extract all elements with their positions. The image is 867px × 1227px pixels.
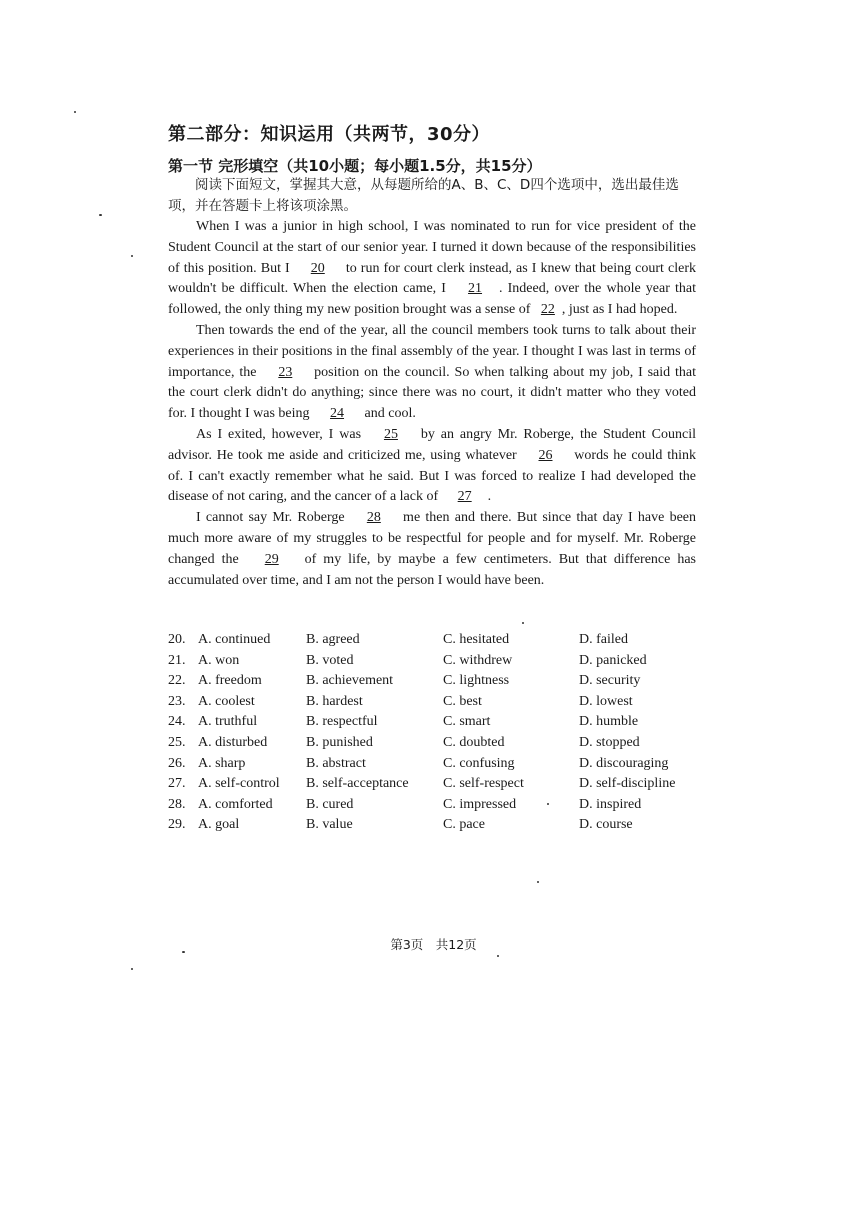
scan-speck bbox=[131, 968, 133, 970]
question-number: 26. bbox=[168, 755, 186, 771]
question-row bbox=[168, 630, 708, 651]
option-c: C. confusing bbox=[443, 755, 515, 771]
option-d: D. lowest bbox=[579, 693, 633, 709]
option-a: A. freedom bbox=[198, 673, 262, 689]
option-a: A. disturbed bbox=[198, 734, 268, 750]
question-row bbox=[168, 774, 708, 795]
blank-25: 25 bbox=[383, 426, 398, 442]
option-d: D. failed bbox=[579, 632, 628, 647]
blank-27: 27 bbox=[457, 489, 472, 505]
paragraph: As I exited, however, I was 25 by an angry Mr. Roberge, the Student Council advisor. He took me aside and criticized me, using whatever 26 words he could think of. I can't exactly remember what he said. But I was forced to realize I had developed the disease of not caring, and the cancer of a lack of 27 . bbox=[168, 425, 696, 508]
option-b: B. respectful bbox=[306, 714, 378, 730]
option-a: A. comforted bbox=[198, 796, 273, 812]
option-a: A. won bbox=[198, 652, 240, 668]
blank-23: 23 bbox=[278, 364, 293, 380]
options-list bbox=[168, 630, 708, 836]
blank-21: 21 bbox=[468, 281, 483, 297]
option-a: A. goal bbox=[198, 817, 240, 833]
question-number: 23. bbox=[168, 693, 186, 709]
option-b: B. punished bbox=[306, 734, 373, 750]
option-b: B. hardest bbox=[306, 693, 363, 709]
question-number: 20. bbox=[168, 632, 186, 647]
option-a: A. coolest bbox=[198, 693, 255, 709]
option-d: D. stopped bbox=[579, 734, 640, 750]
option-b: B. self-acceptance bbox=[306, 776, 409, 792]
option-c: C. smart bbox=[443, 714, 491, 730]
question-number: 25. bbox=[168, 734, 186, 750]
blank-22: 22 bbox=[540, 302, 555, 318]
option-a: A. truthful bbox=[198, 714, 258, 730]
scan-speck bbox=[537, 881, 539, 883]
option-b: B. agreed bbox=[306, 632, 360, 647]
option-b: B. value bbox=[306, 817, 353, 833]
instructions: 阅读下面短文，掌握其大意，从每题所给的A、B、C、D四个选项中，选出最佳选项，并在答题卡上将该项涂黑。 bbox=[168, 177, 679, 214]
question-row bbox=[168, 671, 708, 692]
option-b: B. achievement bbox=[306, 673, 394, 689]
option-c: C. impressed bbox=[443, 796, 517, 812]
scan-speck bbox=[74, 111, 76, 113]
blank-28: 28 bbox=[366, 510, 381, 526]
option-c: C. best bbox=[443, 693, 482, 709]
option-c: C. lightness bbox=[443, 673, 510, 689]
option-a: A. sharp bbox=[198, 755, 246, 771]
question-number: 28. bbox=[168, 796, 186, 812]
question-row bbox=[168, 733, 708, 754]
paragraph: I cannot say Mr. Roberge 28 me then and there. But since that day I have been much more aware of my struggles to be respectful for people and for myself. Mr. Roberge changed the 29 of my life, by maybe a few centimeters. But that difference has accumulated over time, and I am not the person I would have been. bbox=[168, 510, 697, 588]
page-footer: 第3页 共12页 bbox=[390, 937, 477, 952]
option-d: D. panicked bbox=[579, 652, 647, 668]
option-c: C. self-respect bbox=[443, 776, 524, 792]
option-d: D. inspired bbox=[579, 796, 642, 812]
blank-29: 29 bbox=[264, 551, 279, 567]
question-row bbox=[168, 712, 708, 733]
scan-speck bbox=[99, 214, 102, 216]
option-d: D. security bbox=[579, 673, 641, 689]
scan-speck bbox=[497, 955, 499, 957]
part-title: 第二部分：知识运用（共两节，30分） bbox=[168, 124, 491, 145]
question-number: 29. bbox=[168, 817, 186, 833]
blank-20: 20 bbox=[310, 260, 325, 276]
option-d: D. discouraging bbox=[579, 755, 669, 771]
question-row bbox=[168, 651, 708, 672]
cloze-passage bbox=[168, 217, 696, 591]
question-row bbox=[168, 692, 708, 713]
section-title: 第一节 完形填空（共10小题；每小题1.5分，共15分） bbox=[168, 157, 542, 175]
option-c: C. withdrew bbox=[443, 652, 513, 668]
option-c: C. doubted bbox=[443, 734, 505, 750]
blank-24: 24 bbox=[330, 406, 345, 422]
option-d: D. self-discipline bbox=[579, 776, 676, 792]
paragraph: When I was a junior in high school, I was nominated to run for vice president of the Student Council at the start of our senior year. I turned it down because of the responsibilities of this position. But I 20 to run for court clerk instead, as I knew that being court clerk wouldn't be difficult. When the election came, I 21 . Indeed, over the whole year that followed, the only thing my new position brought was a sense of 22 , just as I had hoped. bbox=[168, 217, 696, 321]
option-c: C. hesitated bbox=[443, 632, 510, 647]
blank-26: 26 bbox=[538, 447, 553, 463]
question-number: 24. bbox=[168, 714, 186, 730]
scan-speck bbox=[131, 255, 133, 257]
question-row bbox=[168, 754, 708, 775]
question-number: 21. bbox=[168, 652, 186, 668]
option-d: D. course bbox=[579, 817, 633, 833]
scan-speck bbox=[522, 622, 524, 624]
question-row bbox=[168, 795, 708, 816]
option-a: A. continued bbox=[198, 632, 271, 647]
question-number: 27. bbox=[168, 776, 186, 792]
question-row bbox=[168, 815, 708, 836]
option-d: D. humble bbox=[579, 714, 639, 730]
option-a: A. self-control bbox=[198, 776, 280, 792]
question-number: 22. bbox=[168, 673, 186, 689]
option-b: B. cured bbox=[306, 796, 354, 812]
paragraph: Then towards the end of the year, all the council members took turns to talk about their experiences in their positions in the final assembly of the year. I thought I was last in terms of importance, the 23 position on the council. So when talking about my job, I said that the court clerk didn't do anything; since there was no court, it didn't matter who they voted for. I thought I was being 24 and cool. bbox=[168, 321, 696, 425]
option-b: B. voted bbox=[306, 652, 354, 668]
option-c: C. pace bbox=[443, 817, 485, 833]
option-b: B. abstract bbox=[306, 755, 366, 771]
